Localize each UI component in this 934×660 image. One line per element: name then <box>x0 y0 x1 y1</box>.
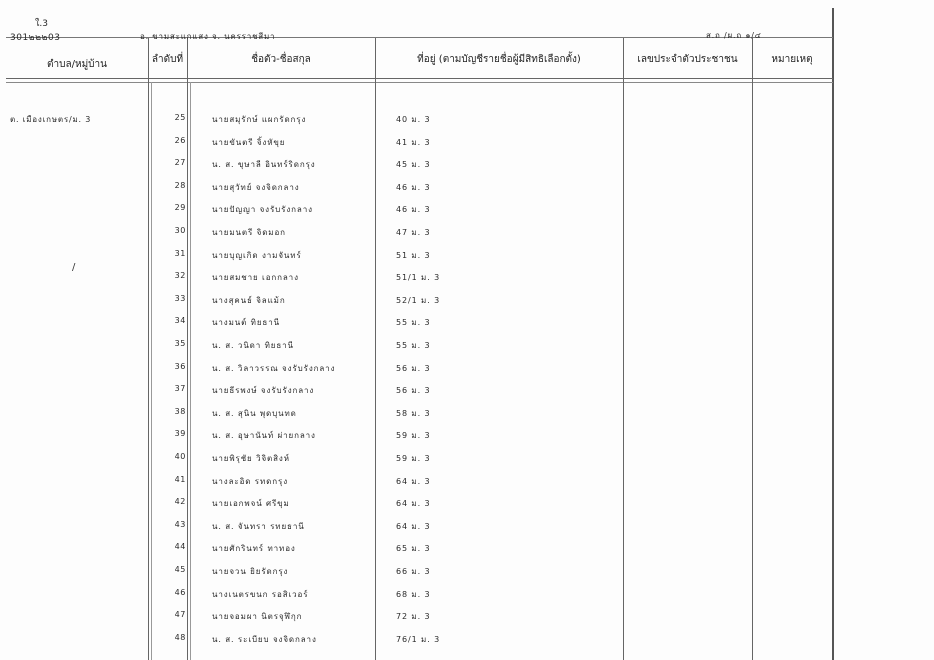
row-address: 64 ม. 3 <box>396 477 431 486</box>
row-order-number: 36 <box>174 362 186 371</box>
row-full-name: นายมนตรี จิดมอก <box>212 228 286 237</box>
table-row <box>0 610 934 632</box>
row-full-name: นายธีรพงษ์ จงรับรังกลาง <box>212 386 315 395</box>
row-order-number: 40 <box>174 452 186 461</box>
row-full-name: นายศักรินทร์ ทาทอง <box>212 544 296 553</box>
row-address: 45 ม. 3 <box>396 160 431 169</box>
row-full-name: นางละอิด รทดกรุง <box>212 477 289 486</box>
row-full-name: นายจวน ยิยรัดกรุง <box>212 567 289 576</box>
row-order-number: 25 <box>174 113 186 122</box>
village-label: ต. เมืองเกษตร/ม. 3 <box>10 115 92 124</box>
table-row <box>0 520 934 542</box>
row-full-name: นางเนตรขนก รอสิเวอร์ <box>212 590 309 599</box>
table-row <box>0 429 934 451</box>
row-order-number: 38 <box>174 407 186 416</box>
table-row <box>0 362 934 384</box>
row-address: 59 ม. 3 <box>396 431 431 440</box>
row-full-name: น. ส. ระเบียบ จงจิดกลาง <box>212 635 317 644</box>
row-address: 58 ม. 3 <box>396 409 431 418</box>
header-bottom-rule-double <box>6 82 833 83</box>
table-row <box>0 136 934 158</box>
row-full-name: น. ส. สุนิน พุดบุนทด <box>212 409 297 418</box>
row-full-name: น. ส. วนิดา ทิยธานี <box>212 341 294 350</box>
row-order-number: 33 <box>174 294 186 303</box>
row-full-name: นายขันตรี จิ้งหัขุย <box>212 138 286 147</box>
row-address: 64 ม. 3 <box>396 522 431 531</box>
table-row <box>0 294 934 316</box>
row-full-name: นางสุคนธ์ จิลแม้ก <box>212 296 286 305</box>
table-row <box>0 588 934 610</box>
row-full-name: น. ส. วิลาวรรณ จงรับรังกลาง <box>212 364 336 373</box>
row-full-name: นายสมชาย เอกกลาง <box>212 273 299 282</box>
row-full-name: นายเอกพจน์ ศรีขุม <box>212 499 290 508</box>
row-order-number: 47 <box>174 610 186 619</box>
handwritten-mark: ใ.3 <box>35 19 48 29</box>
table-row <box>0 339 934 361</box>
district-label: อ. ขามสะแกแสง จ. นครราชสีมา <box>140 32 276 41</box>
row-full-name: นายบุญเกิด งามจันทร์ <box>212 251 302 260</box>
row-full-name: นายจอมผา นิตรจุฬิกุก <box>212 612 303 621</box>
table-row <box>0 158 934 180</box>
row-order-number: 46 <box>174 588 186 597</box>
column-header-subdistrict: ตำบล/หมู่บ้าน <box>47 59 107 70</box>
row-address: 64 ม. 3 <box>396 499 431 508</box>
table-row <box>0 452 934 474</box>
table-row <box>0 407 934 429</box>
row-full-name: นายปัญญา จงรับรังกลาง <box>212 205 313 214</box>
row-order-number: 42 <box>174 497 186 506</box>
row-address: 76/1 ม. 3 <box>396 635 441 644</box>
row-order-number: 37 <box>174 384 186 393</box>
table-row <box>0 633 934 655</box>
row-address: 72 ม. 3 <box>396 612 431 621</box>
row-address: 68 ม. 3 <box>396 590 431 599</box>
row-order-number: 48 <box>174 633 186 642</box>
row-order-number: 26 <box>174 136 186 145</box>
row-address: 51/1 ม. 3 <box>396 273 441 282</box>
table-row <box>0 475 934 497</box>
table-row <box>0 542 934 564</box>
row-order-number: 32 <box>174 271 186 280</box>
row-order-number: 39 <box>174 429 186 438</box>
table-row <box>0 203 934 225</box>
row-address: 52/1 ม. 3 <box>396 296 441 305</box>
row-address: 41 ม. 3 <box>396 138 431 147</box>
row-full-name: นายพิรุชัย วิจิตสิงห์ <box>212 454 290 463</box>
row-order-number: 29 <box>174 203 186 212</box>
table-row <box>0 316 934 338</box>
row-order-number: 43 <box>174 520 186 529</box>
row-address: 56 ม. 3 <box>396 386 431 395</box>
document-code: 301๒๒๒03 <box>10 33 61 43</box>
page-reference: ส.ถ /ผ.ถ ๑/๔ <box>706 31 762 40</box>
row-order-number: 31 <box>174 249 186 258</box>
table-row <box>0 565 934 587</box>
row-order-number: 44 <box>174 542 186 551</box>
table-row <box>0 249 934 271</box>
column-header-order: ลำดับที่ <box>151 54 184 65</box>
row-address: 51 ม. 3 <box>396 251 431 260</box>
row-address: 40 ม. 3 <box>396 115 431 124</box>
row-address: 46 ม. 3 <box>396 183 431 192</box>
table-row <box>0 113 934 135</box>
row-address: 56 ม. 3 <box>396 364 431 373</box>
row-address: 55 ม. 3 <box>396 318 431 327</box>
row-full-name: น. ส. อุษานันท์ ผ่ายกลาง <box>212 431 316 440</box>
row-order-number: 27 <box>174 158 186 167</box>
row-full-name: น. ส. ขุษาลี อินทร์ริดกรุง <box>212 160 316 169</box>
row-full-name: นางมนต์ ทิยธานี <box>212 318 280 327</box>
row-order-number: 28 <box>174 181 186 190</box>
row-order-number: 45 <box>174 565 186 574</box>
row-full-name: น. ส. จันทรา รทยธานี <box>212 522 305 531</box>
table-row <box>0 271 934 293</box>
row-address: 55 ม. 3 <box>396 341 431 350</box>
column-header-remarks: หมายเหตุ <box>771 54 813 65</box>
row-address: 46 ม. 3 <box>396 205 431 214</box>
table-row <box>0 181 934 203</box>
row-address: 59 ม. 3 <box>396 454 431 463</box>
row-address: 66 ม. 3 <box>396 567 431 576</box>
row-full-name: นายสมุรักษ์ แผกรัดกรุง <box>212 115 307 124</box>
row-full-name: นายสุวัทย์ จงจิดกลาง <box>212 183 300 192</box>
table-row <box>0 384 934 406</box>
column-header-name: ชื่อตัว-ชื่อสกุล <box>251 54 311 65</box>
row-address: 47 ม. 3 <box>396 228 431 237</box>
row-order-number: 41 <box>174 475 186 484</box>
row-order-number: 35 <box>174 339 186 348</box>
pen-mark-icon: / <box>72 262 76 273</box>
column-header-address: ที่อยู่ (ตามบัญชีรายชื่อผู้มีสิทธิเลือกตั้ง) <box>417 54 581 65</box>
header-bottom-rule <box>6 78 833 79</box>
row-order-number: 34 <box>174 316 186 325</box>
row-address: 65 ม. 3 <box>396 544 431 553</box>
table-row <box>0 497 934 519</box>
row-order-number: 30 <box>174 226 186 235</box>
table-row <box>0 226 934 248</box>
column-header-id-number: เลขประจำตัวประชาชน <box>637 54 738 65</box>
